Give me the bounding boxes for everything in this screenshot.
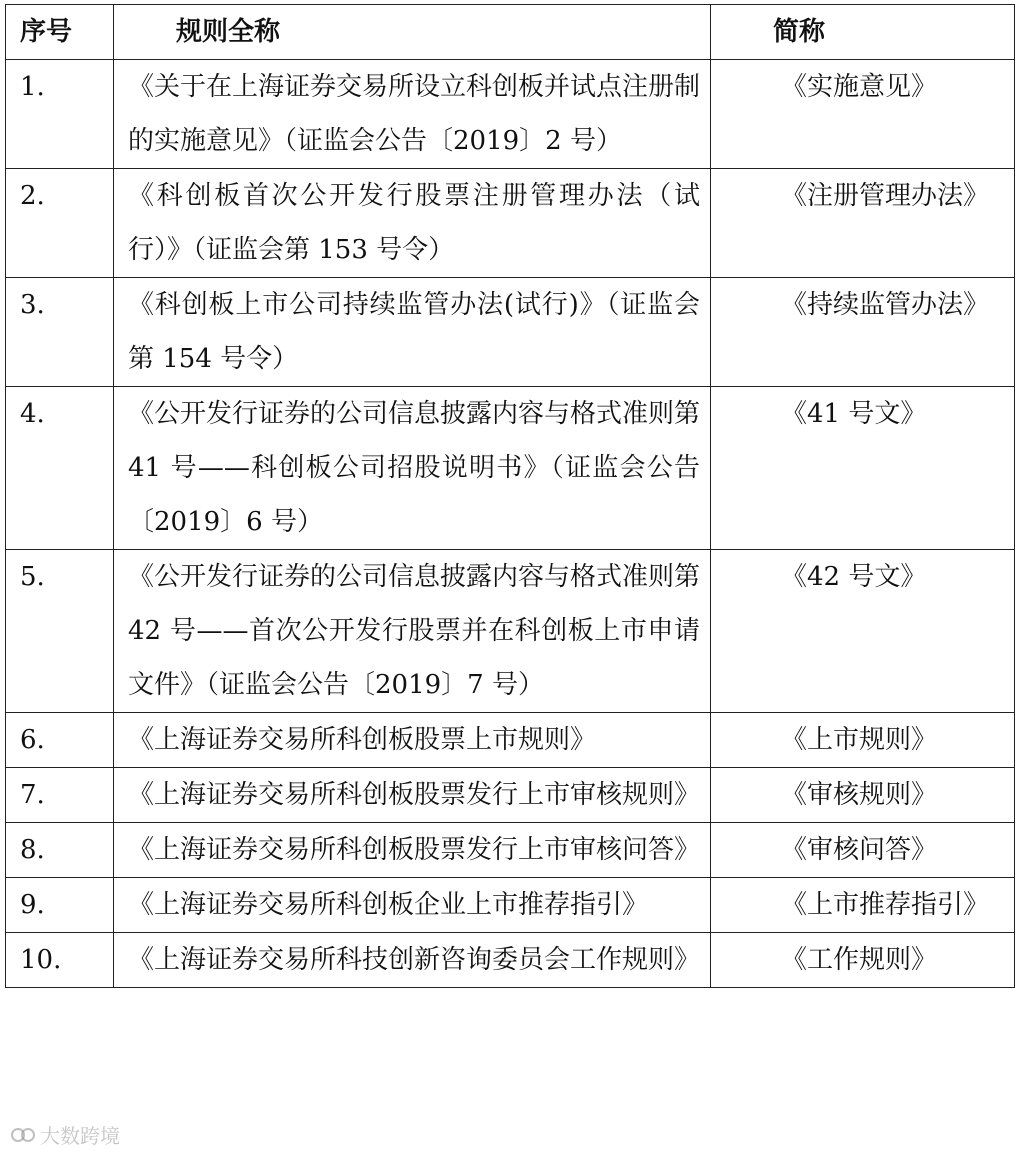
table-row — [6, 713, 1015, 768]
row-num: 2. — [6, 169, 114, 278]
row-short-name: 《审核规则》 — [711, 768, 1015, 823]
table-row — [6, 278, 1015, 387]
row-num: 6. — [6, 713, 114, 768]
row-full-name: 《上海证券交易所科创板股票上市规则》 — [114, 713, 711, 768]
table-row — [6, 60, 1015, 169]
row-short-name: 《持续监管办法》 — [711, 278, 1015, 387]
row-num: 1. — [6, 60, 114, 169]
row-full-name: 《公开发行证券的公司信息披露内容与格式准则第 41 号——科创板公司招股说明书》（证监会公告〔2019〕6 号） — [114, 387, 711, 550]
row-full-name: 《上海证券交易所科创板企业上市推荐指引》 — [114, 878, 711, 933]
row-short-name: 《上市规则》 — [711, 713, 1015, 768]
row-num: 8. — [6, 823, 114, 878]
row-short-name: 《41 号文》 — [711, 387, 1015, 550]
row-full-name: 《科创板首次公开发行股票注册管理办法（试行）》（证监会第 153 号令） — [114, 169, 711, 278]
table-header-row — [6, 5, 1015, 60]
rules-table — [5, 4, 1015, 988]
watermark-text: 大数跨境 — [40, 1124, 120, 1148]
row-num: 4. — [6, 387, 114, 550]
row-short-name: 《工作规则》 — [711, 933, 1015, 988]
watermark — [10, 1120, 120, 1149]
row-short-name: 《实施意见》 — [711, 60, 1015, 169]
row-num: 7. — [6, 768, 114, 823]
row-short-name: 《审核问答》 — [711, 823, 1015, 878]
row-num: 5. — [6, 550, 114, 713]
table-row — [6, 169, 1015, 278]
table-row — [6, 878, 1015, 933]
table-row — [6, 933, 1015, 988]
header-num: 序号 — [6, 5, 114, 60]
table-row — [6, 387, 1015, 550]
row-full-name: 《上海证券交易所科技创新咨询委员会工作规则》 — [114, 933, 711, 988]
header-short-name: 简称 — [711, 5, 1015, 60]
row-full-name: 《公开发行证券的公司信息披露内容与格式准则第 42 号——首次公开发行股票并在科创板上市申请文件》（证监会公告〔2019〕7 号） — [114, 550, 711, 713]
row-short-name: 《上市推荐指引》 — [711, 878, 1015, 933]
brand-logo-icon — [10, 1124, 36, 1146]
row-short-name: 《42 号文》 — [711, 550, 1015, 713]
row-full-name: 《上海证券交易所科创板股票发行上市审核问答》 — [114, 823, 711, 878]
table-row — [6, 823, 1015, 878]
header-full-name: 规则全称 — [114, 5, 711, 60]
row-full-name: 《上海证券交易所科创板股票发行上市审核规则》 — [114, 768, 711, 823]
table-row — [6, 768, 1015, 823]
row-short-name: 《注册管理办法》 — [711, 169, 1015, 278]
table-row — [6, 550, 1015, 713]
row-full-name: 《关于在上海证券交易所设立科创板并试点注册制的实施意见》（证监会公告〔2019〕2 号） — [114, 60, 711, 169]
row-num: 3. — [6, 278, 114, 387]
row-num: 9. — [6, 878, 114, 933]
row-num: 10. — [6, 933, 114, 988]
row-full-name: 《科创板上市公司持续监管办法(试行)》（证监会第 154 号令） — [114, 278, 711, 387]
